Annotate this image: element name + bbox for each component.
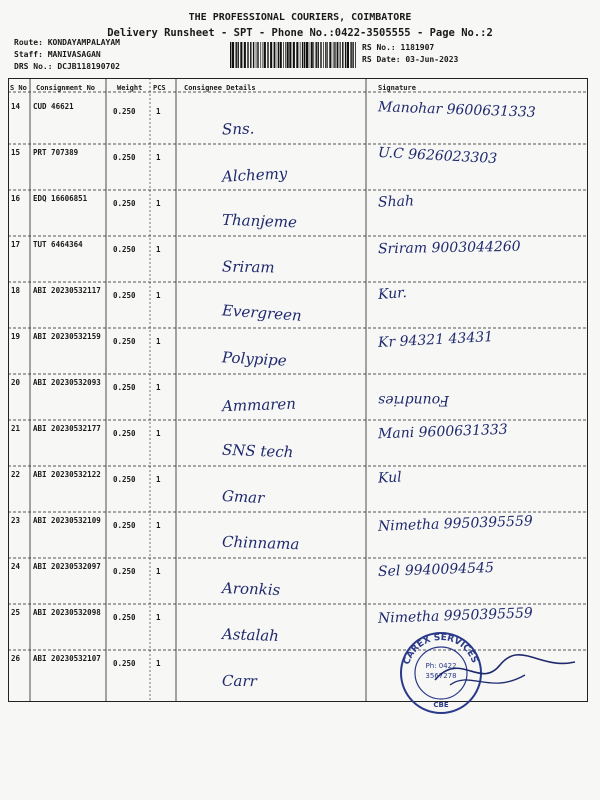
row-consignment: TUT 6464364	[33, 240, 83, 249]
row-pcs: 1	[156, 521, 161, 530]
row-sno: 19	[11, 332, 21, 341]
row-consignee: Carr	[221, 671, 257, 691]
row-signature: Manohar 9600631333	[377, 99, 536, 121]
stamp-line3: CBE	[433, 701, 449, 709]
row-weight: 0.250	[113, 567, 136, 576]
route-label: Route: KONDAYAMPALAYAM	[14, 38, 120, 47]
table-row	[0, 560, 600, 605]
row-signature: Sriram 9003044260	[377, 238, 521, 258]
row-sno: 17	[11, 240, 21, 249]
stamp-line2: 3567278	[425, 672, 457, 680]
runsheet-subtitle: Delivery Runsheet - SPT - Phone No.:0422-3505555 - Page No.:2	[107, 27, 493, 39]
row-signature: Mani 9600631333	[377, 421, 508, 443]
table-row	[0, 330, 600, 375]
row-sno: 24	[11, 562, 21, 571]
row-consignment: ABI 20230532159	[33, 332, 101, 341]
row-consignee: Polypipe	[221, 348, 288, 370]
col-header-consignee: Consignee Details	[184, 84, 256, 92]
row-pcs: 1	[156, 475, 161, 484]
row-signature: U.C 9626023303	[377, 144, 498, 168]
row-consignee: Thanjeme	[221, 210, 298, 232]
row-consignment: ABI 20230532117	[33, 286, 101, 295]
table-row	[0, 422, 600, 467]
row-consignment: ABI 20230532098	[33, 608, 101, 617]
row-signature: Kur.	[377, 285, 408, 303]
row-sno: 15	[11, 148, 21, 157]
row-consignment: EDQ 16606851	[33, 194, 88, 203]
row-signature: Foundries	[378, 392, 450, 408]
row-weight: 0.250	[113, 613, 136, 622]
row-consignment: ABI 20230532093	[33, 378, 101, 387]
barcode-image	[230, 42, 356, 68]
row-pcs: 1	[156, 567, 161, 576]
row-consignment: ABI 20230532107	[33, 654, 101, 663]
company-title: THE PROFESSIONAL COURIERS, COIMBATORE	[188, 12, 412, 23]
row-sno: 21	[11, 424, 21, 433]
table-row	[0, 146, 600, 191]
row-consignment: ABI 20230532097	[33, 562, 101, 571]
staff-label: Staff: MANIVASAGAN	[14, 50, 101, 59]
row-weight: 0.250	[113, 475, 136, 484]
row-sno: 25	[11, 608, 21, 617]
row-pcs: 1	[156, 153, 161, 162]
row-pcs: 1	[156, 613, 161, 622]
row-sno: 16	[11, 194, 21, 203]
row-pcs: 1	[156, 245, 161, 254]
row-consignee: Ammaren	[221, 394, 297, 416]
row-weight: 0.250	[113, 429, 136, 438]
row-signature: Kr 94321 43431	[377, 328, 494, 352]
row-consignee: Evergreen	[221, 301, 303, 325]
stamp-line1: Ph: 0422	[425, 662, 457, 670]
row-sno: 23	[11, 516, 21, 525]
row-consignee: SNS tech	[221, 440, 294, 462]
row-sno: 14	[11, 102, 21, 111]
row-weight: 0.250	[113, 521, 136, 530]
row-weight: 0.250	[113, 291, 136, 300]
row-pcs: 1	[156, 291, 161, 300]
table-row	[0, 468, 600, 513]
row-consignment: CUD 46621	[33, 102, 74, 111]
table-row	[0, 514, 600, 559]
row-consignee: Gmar	[221, 486, 265, 508]
row-consignee: Aronkis	[221, 578, 281, 600]
row-consignee: Alchemy	[221, 164, 288, 186]
table-row	[0, 100, 600, 145]
row-sno: 22	[11, 470, 21, 479]
row-consignee: Chinnama	[221, 532, 300, 554]
row-signature: Shah	[377, 193, 415, 211]
row-weight: 0.250	[113, 337, 136, 346]
row-weight: 0.250	[113, 383, 136, 392]
row-weight: 0.250	[113, 153, 136, 162]
row-consignment: PRT 707389	[33, 148, 79, 157]
row-pcs: 1	[156, 383, 161, 392]
table-row	[0, 376, 600, 421]
row-consignment: ABI 20230532122	[33, 470, 101, 479]
col-header-pcs: PCS	[153, 84, 166, 92]
row-weight: 0.250	[113, 245, 136, 254]
row-weight: 0.250	[113, 107, 136, 116]
row-weight: 0.250	[113, 659, 136, 668]
col-header-signature: Signature	[378, 84, 416, 92]
stamp-outer-text: CAREX SERVICES	[402, 632, 480, 667]
row-signature: Nimetha 9950395559	[377, 513, 534, 535]
col-header-consignment: Consignment No	[36, 84, 96, 92]
row-pcs: 1	[156, 199, 161, 208]
row-pcs: 1	[156, 429, 161, 438]
row-pcs: 1	[156, 659, 161, 668]
rs-number: RS No.: 1181907	[362, 43, 435, 52]
row-consignment: ABI 20230532177	[33, 424, 101, 433]
row-signature: Kul	[377, 469, 403, 487]
row-consignee: Sns.	[221, 119, 255, 139]
table-row	[0, 284, 600, 329]
row-sno: 20	[11, 378, 21, 387]
row-consignee: Sriram	[221, 257, 275, 277]
row-consignment: ABI 20230532109	[33, 516, 101, 525]
col-header-weight: Weight	[117, 84, 143, 92]
row-signature: Sel 9940094545	[377, 559, 495, 581]
row-weight: 0.250	[113, 199, 136, 208]
row-signature: Nimetha 9950395559	[377, 605, 534, 627]
row-pcs: 1	[156, 337, 161, 346]
table-row	[0, 192, 600, 237]
col-header-sno: S No	[10, 84, 27, 92]
drs-number: DRS No.: DCJB118190702	[14, 62, 120, 71]
stamp-signature-stroke	[430, 640, 580, 700]
row-consignee: Astalah	[221, 625, 280, 645]
row-sno: 18	[11, 286, 21, 295]
row-sno: 26	[11, 654, 21, 663]
rs-date: RS Date: 03-Jun-2023	[362, 55, 459, 64]
row-pcs: 1	[156, 107, 161, 116]
table-row	[0, 238, 600, 283]
